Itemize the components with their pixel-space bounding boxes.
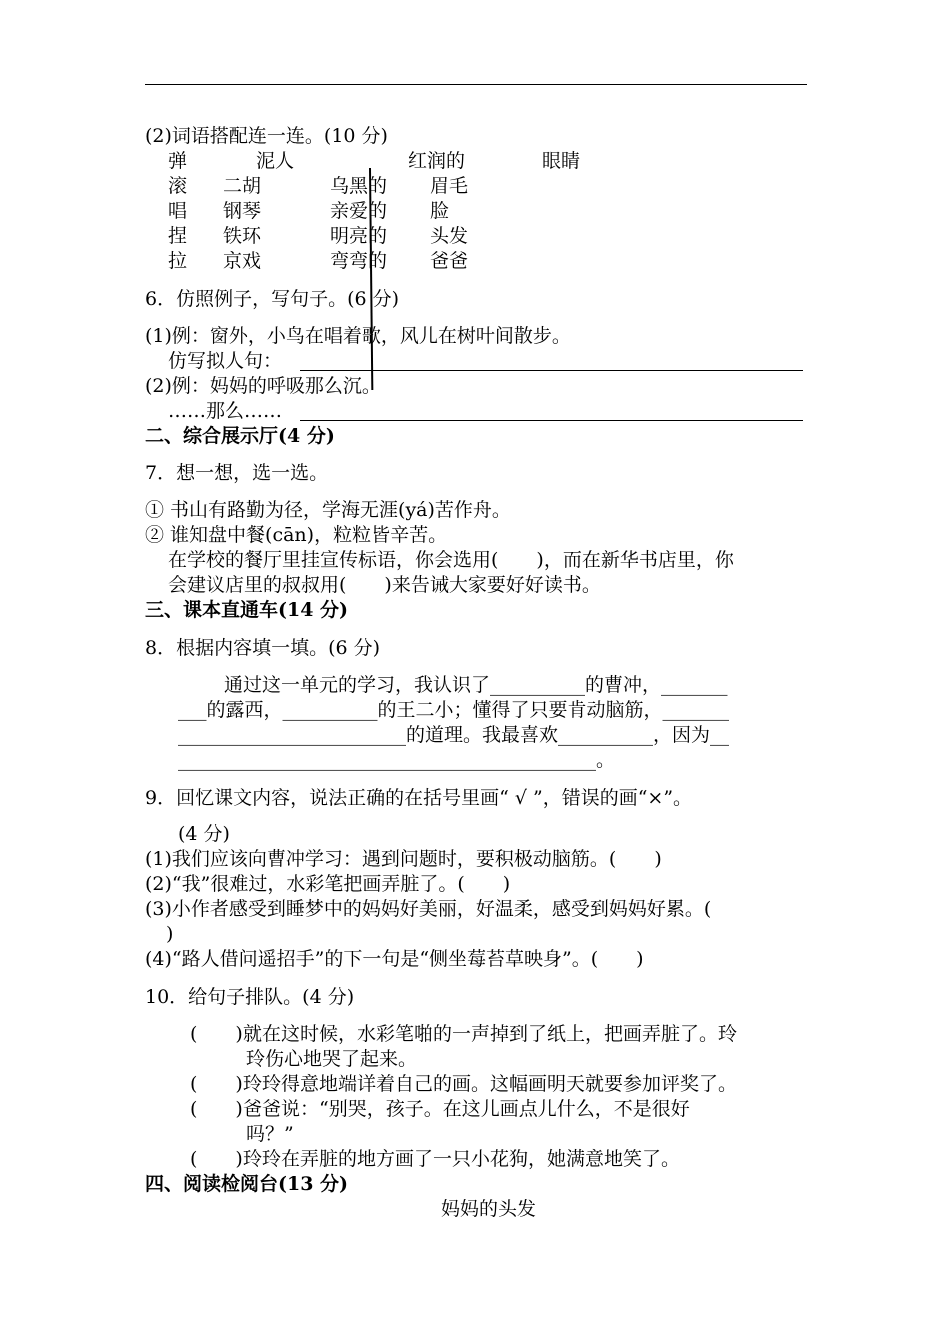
match-adjective[interactable]: 红润的 [408,150,466,172]
q6-answer-line-2[interactable] [300,420,803,421]
match-object[interactable]: 二胡 [223,175,262,197]
q6-example-1: (1)例：窗外，小鸟在唱着歌，风儿在树叶间散步。 [145,325,571,347]
match-verb[interactable]: 弹 [168,150,188,172]
match-verb[interactable]: 唱 [168,200,188,222]
match-object[interactable]: 钢琴 [223,200,262,222]
reading-title: 妈妈的头发 [441,1198,537,1220]
match-noun[interactable]: 爸爸 [430,250,469,272]
match-noun[interactable]: 眉毛 [430,175,469,197]
q10-sentence-1-cont: 玲伤心地哭了起来。 [246,1048,418,1070]
q7-option-1: ① 书山有路勤为径，学海无涯(yá)苦作舟。 [145,499,511,521]
match-verb[interactable]: 滚 [168,175,188,197]
section-2-heading: 二、综合展示厅(4 分) [145,425,335,447]
q6-answer-line-1[interactable] [300,370,803,371]
q9-statement-1: (1)我们应该向曹冲学习：遇到问题时，要积极动脑筋。( ) [145,848,662,870]
q6-title: 6．仿照例子，写句子。(6 分) [145,288,400,310]
section-4-heading: 四、阅读检阅台(13 分) [145,1173,349,1195]
q9-title: 9．回忆课文内容，说法正确的在括号里画“ √ ”，错误的画“×”。 [145,787,693,809]
match-object[interactable]: 京戏 [223,250,262,272]
match-object[interactable]: 铁环 [223,225,262,247]
q10-sentence-3: 爸爸说：“别哭，孩子。在这儿画点儿什么，不是很好 [243,1098,690,1120]
q9-statement-4: (4)“路人借问遥招手”的下一句是“侧坐莓苔草映身”。( ) [145,948,644,970]
match-noun[interactable]: 头发 [430,225,469,247]
q6-example-2: (2)例：妈妈的呼吸那么沉。 [145,375,381,397]
q9-score: (4 分) [178,823,230,845]
match-verb[interactable]: 拉 [168,250,188,272]
q10-sentence-1: 就在这时候，水彩笔啪的一声掉到了纸上，把画弄脏了。玲 [243,1023,738,1045]
q9-statement-3: (3)小作者感受到睡梦中的妈妈好美丽，好温柔，感受到妈妈好累。( [145,898,712,920]
q8-fill-line-2: ___的露西，__________的王二小；懂得了只要肯动脑筋，_______ [178,699,730,721]
q5-2-title: (2)词语搭配连一连。(10 分) [145,125,388,147]
q10-order-box[interactable]: ( ) [190,1023,243,1045]
match-noun[interactable]: 眼睛 [542,150,581,172]
q7-question-line-2: 会建议店里的叔叔用( )来告诫大家要好好读书。 [168,574,601,596]
q8-title: 8．根据内容填一填。(6 分) [145,637,381,659]
q10-order-box[interactable]: ( ) [190,1098,243,1120]
q6-prompt-2: ……那么…… [168,400,283,422]
q10-title: 10．给句子排队。(4 分) [145,986,355,1008]
match-adjective[interactable]: 明亮的 [330,225,388,247]
q7-title: 7．想一想，选一选。 [145,462,329,484]
q7-option-2: ② 谁知盘中餐(cān)，粒粒皆辛苦。 [145,524,448,546]
q10-sentence-3-cont: 吗？” [246,1123,294,1145]
q10-order-box[interactable]: ( ) [190,1073,243,1095]
q6-prompt-1: 仿写拟人句： [168,350,283,372]
match-verb[interactable]: 捏 [168,225,188,247]
q7-question-line-1: 在学校的餐厅里挂宣传标语，你会选用( )，而在新华书店里，你 [168,549,734,571]
section-3-heading: 三、课本直通车(14 分) [145,599,349,621]
top-divider [145,84,807,85]
q10-sentence-4: 玲玲在弄脏的地方画了一只小花狗，她满意地笑了。 [243,1148,681,1170]
match-adjective[interactable]: 亲爱的 [330,200,388,222]
q9-statement-3-close: ) [166,923,174,945]
q10-order-box[interactable]: ( ) [190,1148,243,1170]
q10-sentence-2: 玲玲得意地端详着自己的画。这幅画明天就要参加评奖了。 [243,1073,738,1095]
match-noun[interactable]: 脸 [430,200,450,222]
q8-fill-line-3: ________________________的道理。我最喜欢__________，因为__ [178,724,730,746]
match-adjective[interactable]: 乌黑的 [330,175,388,197]
q8-fill-line-1: 通过这一单元的学习，我认识了__________的曹冲，_______ [224,674,728,696]
q8-fill-line-4: ____________________________________________。 [178,749,616,771]
match-adjective[interactable]: 弯弯的 [330,250,388,272]
match-object[interactable]: 泥人 [256,150,295,172]
q9-statement-2: (2)“我”很难过，水彩笔把画弄脏了。( ) [145,873,511,895]
